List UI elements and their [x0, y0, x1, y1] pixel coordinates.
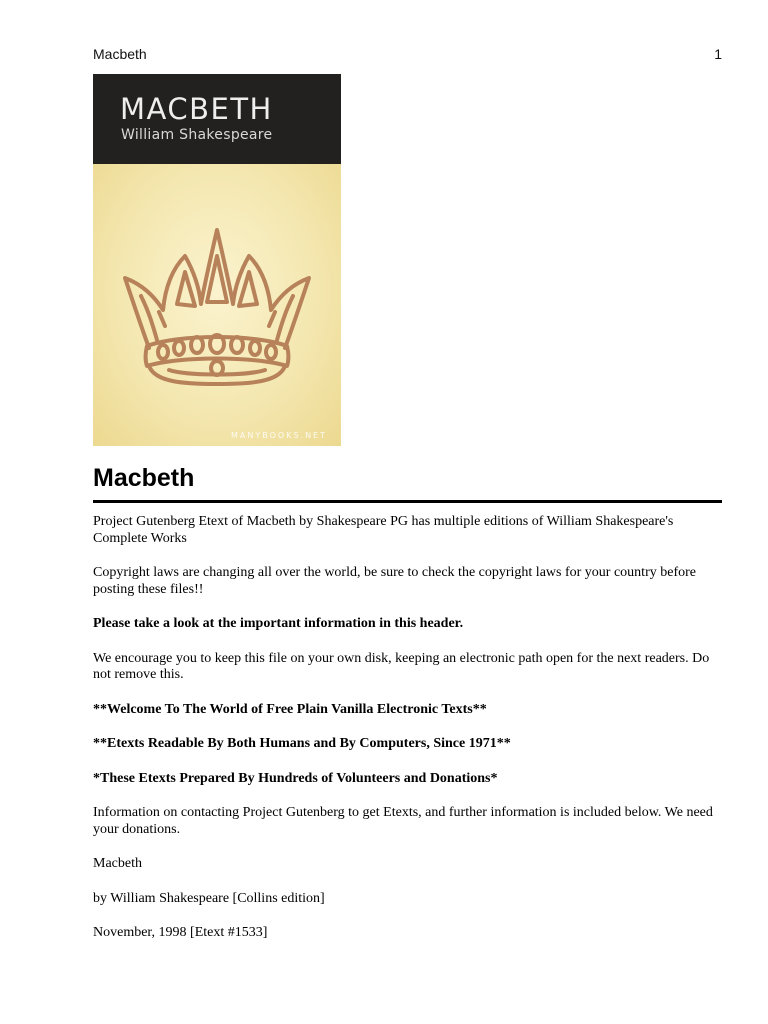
- paragraph: Project Gutenberg Etext of Macbeth by Shakespeare PG has multiple editions of William Shakespeare's Complete Works: [93, 514, 674, 546]
- cover-title: MACBETH: [120, 92, 273, 126]
- crown-icon: [119, 226, 315, 386]
- cover-title-band: [93, 74, 341, 164]
- title-divider: [93, 500, 722, 503]
- document-title: Macbeth: [93, 464, 195, 492]
- paragraph-bold: **Etexts Readable By Both Humans and By Computers, Since 1971**: [93, 736, 511, 751]
- running-header: [93, 46, 722, 62]
- paragraph-bold: Please take a look at the important information in this header.: [93, 616, 464, 631]
- paragraph: Information on contacting Project Gutenberg to get Etexts, and further information is included below. We need your donations.: [93, 805, 713, 837]
- book-cover-image: [93, 74, 341, 446]
- cover-illustration-area: [93, 164, 341, 446]
- paragraph-bold: *These Etexts Prepared By Hundreds of Volunteers and Donations*: [93, 770, 498, 786]
- paragraph: Copyright laws are changing all over the world, be sure to check the copyright laws for your country before posting these files!!: [93, 565, 696, 597]
- paragraph: Macbeth: [93, 856, 142, 871]
- paragraph: We encourage you to keep this file on your own disk, keeping an electronic path open for the next readers. Do not remove this.: [93, 650, 710, 682]
- paragraph-bold: **Welcome To The World of Free Plain Vanilla Electronic Texts**: [93, 701, 487, 717]
- header-title: Macbeth: [93, 46, 147, 62]
- cover-author: William Shakespeare: [121, 127, 273, 143]
- document-body: [93, 514, 722, 960]
- paragraph: by William Shakespeare [Collins edition]: [93, 890, 325, 906]
- page-number: 1: [714, 46, 722, 62]
- cover-publisher: MANYBOOKS.NET: [231, 431, 327, 440]
- paragraph: November, 1998 [Etext #1533]: [93, 925, 268, 940]
